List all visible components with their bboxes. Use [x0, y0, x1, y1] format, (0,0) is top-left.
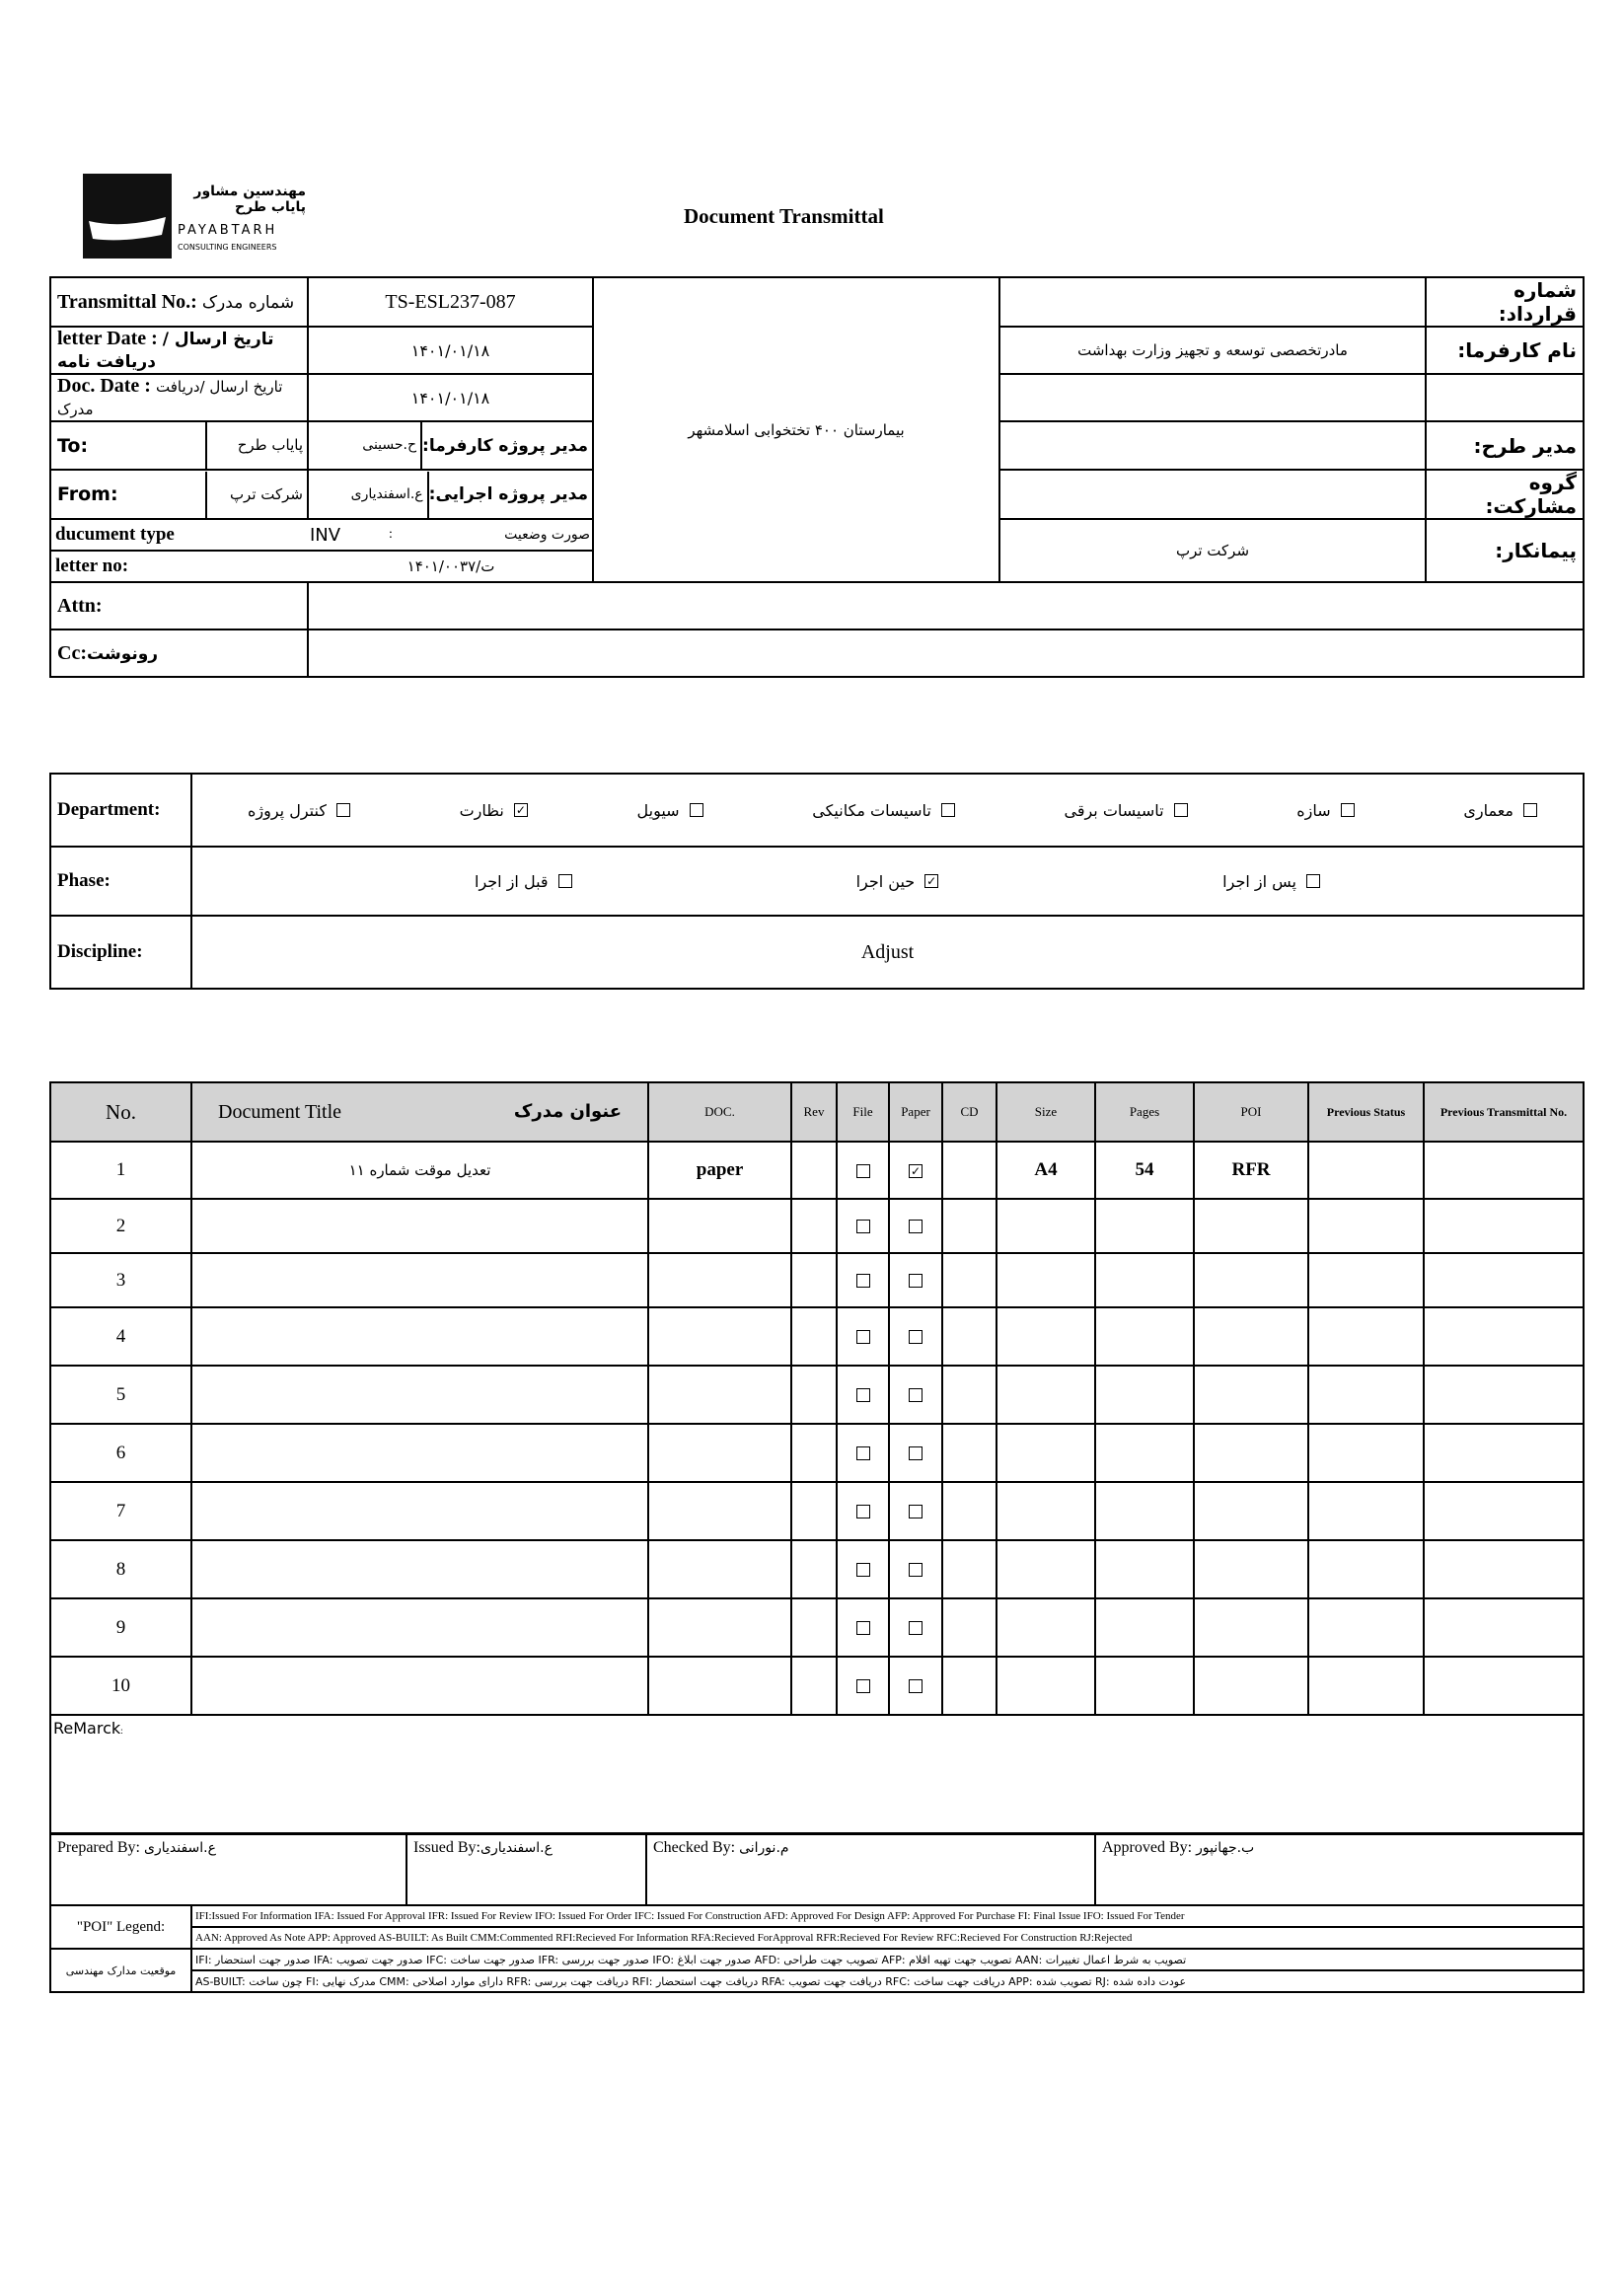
cell-cd [942, 1366, 997, 1424]
col-doc: DOC. [648, 1082, 791, 1142]
cell-title [191, 1199, 648, 1253]
phase-option[interactable] [475, 872, 572, 891]
header-table [49, 276, 1585, 678]
cell-file [837, 1199, 889, 1253]
cell-doc [648, 1424, 791, 1482]
col-no: No. [50, 1082, 191, 1142]
cell-title [191, 1307, 648, 1366]
cell-file [837, 1307, 889, 1366]
cell-file [837, 1540, 889, 1598]
col-pages: Pages [1095, 1082, 1194, 1142]
cell-poi [1194, 1482, 1308, 1540]
phase-checkbox[interactable] [1306, 874, 1320, 888]
cell-prev-transmittal [1424, 1657, 1584, 1715]
cell-doc [648, 1199, 791, 1253]
cell-prev-status [1308, 1199, 1424, 1253]
cell-cd [942, 1540, 997, 1598]
contract-no-label: شماره قرارداد: [1426, 277, 1584, 327]
paper-checkbox[interactable] [909, 1679, 923, 1693]
issued-by: Issued By:ع.اسفندیاری [406, 1834, 646, 1905]
cell-pages [1095, 1199, 1194, 1253]
contract-no-value [999, 277, 1426, 327]
client-pm-label: مدیر پروژه کارفرما: [422, 435, 588, 456]
table-row [50, 1307, 1584, 1366]
cell-size [997, 1540, 1095, 1598]
page-title: Document Transmittal [684, 204, 884, 228]
department-option-label: معماری [1463, 800, 1513, 820]
cell-poi [1194, 1366, 1308, 1424]
phase-checkbox[interactable] [558, 874, 572, 888]
phase-option[interactable] [1222, 872, 1320, 891]
cell-prev-status [1308, 1142, 1424, 1199]
department-checkbox[interactable] [1523, 803, 1537, 817]
cell-no: 9 [50, 1598, 191, 1657]
cell-size [997, 1424, 1095, 1482]
cell-no: 3 [50, 1253, 191, 1307]
exec-pm-value: ع.اسفندیاری [309, 472, 429, 518]
cell-pages [1095, 1482, 1194, 1540]
logo-sub-en: CONSULTING ENGINEERS [178, 243, 277, 252]
discipline-value: Adjust [191, 916, 1584, 989]
paper-checkbox[interactable]: ✓ [910, 1163, 922, 1178]
cell-size [997, 1253, 1095, 1307]
legend-line-2: AAN: Approved As Note APP: Approved AS-BUILT: As Built CMM:Commented RFI:Recieved For Information RFA:Recieved ForApproval RFR:Recieved For Review RFC:Recieved For Construction RJ:Rejected [191, 1927, 1584, 1949]
cell-no: 4 [50, 1307, 191, 1366]
letter-no-label: letter no: [55, 555, 129, 576]
cell-cd [942, 1657, 997, 1715]
cell-doc [648, 1540, 791, 1598]
phase-option[interactable] [856, 872, 939, 891]
project-name: بیمارستان ۴۰۰ تختخوابی اسلامشهر [593, 277, 999, 582]
client-pm-row [308, 421, 593, 470]
phase-options [191, 847, 1584, 916]
file-checkbox[interactable] [856, 1446, 870, 1460]
cell-poi: RFR [1194, 1142, 1308, 1199]
cell-size [997, 1657, 1095, 1715]
cell-poi [1194, 1657, 1308, 1715]
department-option[interactable] [1296, 801, 1354, 820]
cell-no: 1 [50, 1142, 191, 1199]
department-option[interactable] [248, 801, 350, 820]
cell-no: 2 [50, 1199, 191, 1253]
phase-option-label: حین اجرا [855, 871, 916, 891]
attn-value[interactable] [308, 582, 1584, 630]
cell-no: 5 [50, 1366, 191, 1424]
department-option[interactable] [812, 801, 955, 820]
logo-name-en: PAYABTARH [178, 223, 278, 238]
letter-date-label: letter Date : تاریخ ارسال /دریافت نامه [50, 327, 308, 374]
cell-doc [648, 1657, 791, 1715]
col-poi: POI [1194, 1082, 1308, 1142]
cell-paper [889, 1424, 942, 1482]
cell-size [997, 1482, 1095, 1540]
cell-doc [648, 1253, 791, 1307]
department-option-label: کنترل پروژه [248, 800, 327, 820]
cell-pages: 54 [1095, 1142, 1194, 1199]
cell-cd [942, 1598, 997, 1657]
file-checkbox[interactable] [856, 1505, 870, 1518]
cell-file [837, 1142, 889, 1199]
cell-rev [791, 1253, 837, 1307]
remark-box[interactable]: ReMarck: [50, 1715, 1584, 1833]
cell-title [191, 1366, 648, 1424]
paper-checkbox[interactable] [909, 1274, 923, 1288]
table-row [50, 1540, 1584, 1598]
cell-poi [1194, 1540, 1308, 1598]
cell-no: 10 [50, 1657, 191, 1715]
position-label: موقعیت مدارک مهندسی [50, 1949, 191, 1992]
cell-pages [1095, 1424, 1194, 1482]
cell-title [191, 1253, 648, 1307]
design-manager-label: مدیر طرح: [1426, 421, 1584, 470]
department-checkbox[interactable]: ✓ [515, 803, 526, 817]
exec-pm-label: مدیر پروژه اجرایی: [428, 484, 588, 504]
doc-date-value: ۱۴۰۱/۰۱/۱۸ [308, 374, 593, 421]
client-value: مادرتخصصی توسعه و تجهیز وزارت بهداشت [999, 327, 1426, 374]
col-size: Size [997, 1082, 1095, 1142]
table-row [50, 1598, 1584, 1657]
cell-rev [791, 1598, 837, 1657]
to-value: پایاب طرح [205, 422, 307, 469]
table-row [50, 1199, 1584, 1253]
letter-no-value: ت/۱۴۰۱/۰۰۳۷ [406, 557, 495, 575]
col-title-en: Document Title [218, 1100, 342, 1123]
cell-cd [942, 1142, 997, 1199]
cell-no: 7 [50, 1482, 191, 1540]
cell-pages [1095, 1253, 1194, 1307]
cell-prev-status [1308, 1598, 1424, 1657]
transmittal-no-value: TS-ESL237-087 [308, 277, 593, 327]
cell-cd [942, 1253, 997, 1307]
cell-rev [791, 1540, 837, 1598]
cell-rev [791, 1424, 837, 1482]
file-checkbox[interactable] [856, 1621, 870, 1635]
cell-rev [791, 1482, 837, 1540]
department-checkbox[interactable] [690, 803, 703, 817]
company-logo [83, 174, 310, 259]
paper-checkbox[interactable] [909, 1563, 923, 1577]
file-checkbox[interactable] [856, 1330, 870, 1344]
attn-label: Attn: [50, 582, 308, 630]
cell-prev-transmittal [1424, 1540, 1584, 1598]
table-row [50, 1424, 1584, 1482]
department-options [191, 774, 1584, 847]
cell-title [191, 1540, 648, 1598]
from-label: From: [57, 483, 118, 505]
cell-file [837, 1424, 889, 1482]
cell-paper [889, 1366, 942, 1424]
cell-paper [889, 1253, 942, 1307]
cell-title [191, 1598, 648, 1657]
approved-by: Approved By: ب.جهانپور [1095, 1834, 1584, 1905]
paper-checkbox[interactable] [909, 1621, 923, 1635]
doc-type-sep: : [389, 527, 393, 542]
cell-prev-status [1308, 1657, 1424, 1715]
transmittal-no-label: Transmittal No.: شماره مدرک [50, 277, 308, 327]
file-checkbox[interactable] [856, 1220, 870, 1233]
from-row [50, 470, 308, 519]
department-checkbox[interactable] [1341, 803, 1355, 817]
cell-doc [648, 1598, 791, 1657]
cell-rev [791, 1307, 837, 1366]
col-title [191, 1082, 648, 1142]
contractor-label: پیمانکار: [1426, 519, 1584, 582]
cell-paper [889, 1598, 942, 1657]
col-file: File [837, 1082, 889, 1142]
cell-poi [1194, 1424, 1308, 1482]
doc-date-label: Doc. Date : تاریخ ارسال /دریافت مدرک [50, 374, 308, 421]
file-checkbox[interactable] [856, 1388, 870, 1402]
contractor-value: شرکت ترپ [999, 519, 1426, 582]
legend-line-4: AS-BUILT: چون ساخت FI: مدرک نهایی CMM: دارای موارد اصلاحی RFR: دریافت جهت بررسی RFI: دریافت جهت استحضار RFA: دریافت جهت تصویب RFC: دریافت جهت ساخت APP: تصویب شده RJ: عودت داده شده [191, 1970, 1584, 1992]
cell-prev-transmittal [1424, 1424, 1584, 1482]
file-checkbox[interactable] [856, 1563, 870, 1577]
col-rev: Rev [791, 1082, 837, 1142]
phase-option-label: قبل از اجرا [475, 871, 549, 891]
remark-label: ReMarck [53, 1719, 121, 1738]
cell-paper [889, 1142, 942, 1199]
cell-rev [791, 1142, 837, 1199]
poi-legend-label: "POI" Legend: [50, 1905, 191, 1949]
phase-checkbox[interactable]: ✓ [926, 874, 937, 888]
cell-prev-transmittal [1424, 1142, 1584, 1199]
cell-pages [1095, 1540, 1194, 1598]
legend-line-1: IFI:Issued For Information IFA: Issued For Approval IFR: Issued For Review IFO: Issued For Order IFC: Issued For Construction AFD: Approved For Design AFP: Approved For Purchase FI: Final Issue IFO: Issued For Tender [191, 1905, 1584, 1927]
cell-file [837, 1253, 889, 1307]
cell-paper [889, 1540, 942, 1598]
blank-cell [999, 374, 1426, 421]
cell-doc: paper [648, 1142, 791, 1199]
cell-cd [942, 1424, 997, 1482]
department-checkbox[interactable] [336, 803, 350, 817]
cell-cd [942, 1482, 997, 1540]
cell-paper [889, 1657, 942, 1715]
department-option[interactable] [460, 801, 528, 820]
cell-size [997, 1598, 1095, 1657]
cell-poi [1194, 1307, 1308, 1366]
cell-size [997, 1307, 1095, 1366]
classification-table [49, 773, 1585, 990]
department-option-label: نظارت [459, 800, 504, 820]
cell-doc [648, 1366, 791, 1424]
cell-prev-status [1308, 1253, 1424, 1307]
paper-checkbox[interactable] [909, 1505, 923, 1518]
cell-prev-transmittal [1424, 1307, 1584, 1366]
department-option[interactable] [637, 801, 703, 820]
cell-file [837, 1482, 889, 1540]
cell-doc [648, 1482, 791, 1540]
phase-option-label: پس از اجرا [1222, 871, 1296, 891]
cell-file [837, 1366, 889, 1424]
cell-file [837, 1598, 889, 1657]
cell-pages [1095, 1657, 1194, 1715]
blank-cell [1426, 374, 1584, 421]
cell-doc [648, 1307, 791, 1366]
poi-legend-table [49, 1904, 1585, 1993]
cell-paper [889, 1307, 942, 1366]
file-checkbox[interactable] [856, 1164, 870, 1178]
cell-file [837, 1657, 889, 1715]
cell-title [191, 1482, 648, 1540]
letter-date-value: ۱۴۰۱/۰۱/۱۸ [308, 327, 593, 374]
cell-prev-transmittal [1424, 1199, 1584, 1253]
cell-prev-status [1308, 1366, 1424, 1424]
cell-no: 6 [50, 1424, 191, 1482]
department-option[interactable] [1064, 801, 1187, 820]
from-value: شرکت ترپ [205, 472, 307, 518]
cc-label: Cc:رونوشت [50, 630, 308, 677]
cell-prev-status [1308, 1424, 1424, 1482]
cell-poi [1194, 1199, 1308, 1253]
department-option[interactable] [1463, 801, 1537, 820]
department-label: Department: [50, 774, 191, 847]
partnership-value [999, 470, 1426, 519]
department-option-label: سازه [1296, 800, 1331, 820]
cell-prev-status [1308, 1307, 1424, 1366]
paper-checkbox[interactable] [909, 1388, 923, 1402]
doc-type-label: ducument type [55, 524, 175, 545]
doc-type-fa: صورت وضعیت [504, 527, 590, 543]
cc-value[interactable] [308, 630, 1584, 677]
cell-cd [942, 1199, 997, 1253]
legend-line-3: IFI: صدور جهت استحضار IFA: صدور جهت تصویب IFC: صدور جهت ساخت IFR: صدور جهت بررسی IFO: صدور جهت ابلاغ AFD: تصویب جهت طراحی AFP: تصویب جهت تهیه اقلام AAN: تصویب به شرط اعمال تغییرات [191, 1949, 1584, 1970]
col-title-fa: عنوان مدرک [513, 1100, 622, 1122]
to-label: To: [57, 434, 89, 457]
cell-prev-transmittal [1424, 1366, 1584, 1424]
cell-pages [1095, 1307, 1194, 1366]
cell-no: 8 [50, 1540, 191, 1598]
cell-prev-transmittal [1424, 1598, 1584, 1657]
table-row [50, 1253, 1584, 1307]
cell-paper [889, 1199, 942, 1253]
cell-title [191, 1657, 648, 1715]
cell-prev-status [1308, 1482, 1424, 1540]
partnership-label: گروه مشارکت: [1426, 470, 1584, 519]
cell-prev-status [1308, 1540, 1424, 1598]
department-checkbox[interactable] [941, 803, 955, 817]
doc-type-value: INV [310, 524, 341, 546]
cell-prev-transmittal [1424, 1482, 1584, 1540]
cell-size: A4 [997, 1142, 1095, 1199]
logo-text-fa: مهندسین مشاور پایاب طرح [193, 184, 306, 215]
col-cd: CD [942, 1082, 997, 1142]
cell-rev [791, 1657, 837, 1715]
client-pm-value: ح.حسینی [309, 422, 422, 469]
paper-checkbox[interactable] [909, 1330, 923, 1344]
col-prev-transmittal: Previous Transmittal No. [1424, 1082, 1584, 1142]
checked-by: Checked By: م.نورانی [646, 1834, 1095, 1905]
table-row [50, 1142, 1584, 1199]
to-row [50, 421, 308, 470]
cell-title: تعدیل موقت شماره ۱۱ [191, 1142, 648, 1199]
col-prev-status: Previous Status [1308, 1082, 1424, 1142]
cell-rev [791, 1199, 837, 1253]
cell-cd [942, 1307, 997, 1366]
phase-label: Phase: [50, 847, 191, 916]
exec-pm-row [308, 470, 593, 519]
department-option-label: سیویل [636, 800, 680, 820]
table-row [50, 1366, 1584, 1424]
file-checkbox[interactable] [856, 1679, 870, 1693]
cell-title [191, 1424, 648, 1482]
cell-pages [1095, 1598, 1194, 1657]
cell-poi [1194, 1598, 1308, 1657]
cell-pages [1095, 1366, 1194, 1424]
cell-size [997, 1366, 1095, 1424]
paper-checkbox[interactable] [909, 1446, 923, 1460]
logo-mark [83, 174, 172, 259]
cell-rev [791, 1366, 837, 1424]
cell-poi [1194, 1253, 1308, 1307]
department-option-label: تاسیسات مکانیکی [812, 800, 931, 820]
paper-checkbox[interactable] [909, 1220, 923, 1233]
cell-size [997, 1199, 1095, 1253]
doc-type-block [50, 519, 593, 582]
prepared-by: Prepared By: ع.اسفندیاری [50, 1834, 406, 1905]
department-checkbox[interactable] [1174, 803, 1188, 817]
client-label: نام کارفرما: [1426, 327, 1584, 374]
file-checkbox[interactable] [856, 1274, 870, 1288]
discipline-label: Discipline: [50, 916, 191, 989]
department-option-label: تاسیسات برقی [1064, 800, 1164, 820]
cell-prev-transmittal [1424, 1253, 1584, 1307]
design-manager-value [999, 421, 1426, 470]
col-paper: Paper [889, 1082, 942, 1142]
documents-table [49, 1081, 1585, 1834]
table-row [50, 1482, 1584, 1540]
table-row [50, 1657, 1584, 1715]
signatures-table [49, 1833, 1585, 1906]
cell-paper [889, 1482, 942, 1540]
